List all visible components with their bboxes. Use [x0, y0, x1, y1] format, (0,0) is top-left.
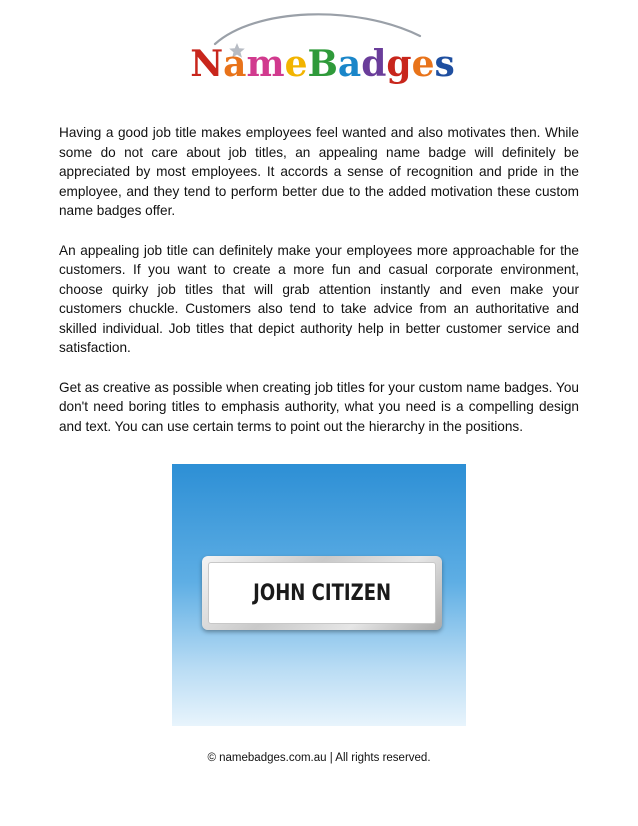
logo-letter: m: [246, 43, 285, 85]
logo-letter: g: [386, 43, 412, 85]
logo-letter: B: [307, 43, 338, 85]
logo-letter: N: [190, 43, 224, 85]
article-body: [59, 123, 579, 456]
name-badge-photo: [172, 464, 466, 726]
paragraph: Get as creative as possible when creating job titles for your custom name badges. You don't need boring titles to emphasis authority, what you need is a compelling design and text. You can use certain terms to point out the hierarchy in the positions.: [59, 379, 579, 434]
namebadges-logo: [185, 10, 460, 90]
logo-letter: e: [284, 43, 308, 85]
name-badge-plate: [208, 562, 436, 624]
badge-name-text: JOHN CITIZEN: [252, 580, 391, 606]
logo-letter: e: [411, 43, 435, 85]
paragraph: Having a good job title makes employees feel wanted and also motivates then. While some do not care about job titles, an appealing name badge will definitely be appreciated by most employees. It accords a sense of recognition and pride in the employee, and they tend to perform better due to the added motivation these custom name badges offer.: [59, 125, 579, 218]
logo-letter: a: [337, 43, 362, 85]
logo-letter: s: [434, 43, 455, 85]
footer-copyright: © namebadges.com.au | All rights reserved.: [207, 752, 431, 764]
logo-wordmark: [185, 40, 460, 88]
name-badge: [202, 556, 442, 630]
paragraph: An appealing job title can definitely make your employees more approachable for the customers. If you want to create a more fun and casual corporate environment, choose quirky job titles that will grab attention instantly and even make your customers chuckle. Customers also tend to take advice from an authoritative and skilled individual. Job titles that depict authority help in better customer service and satisfaction.: [59, 242, 579, 355]
logo-letter: d: [361, 43, 387, 85]
logo-letter: a: [223, 43, 247, 85]
